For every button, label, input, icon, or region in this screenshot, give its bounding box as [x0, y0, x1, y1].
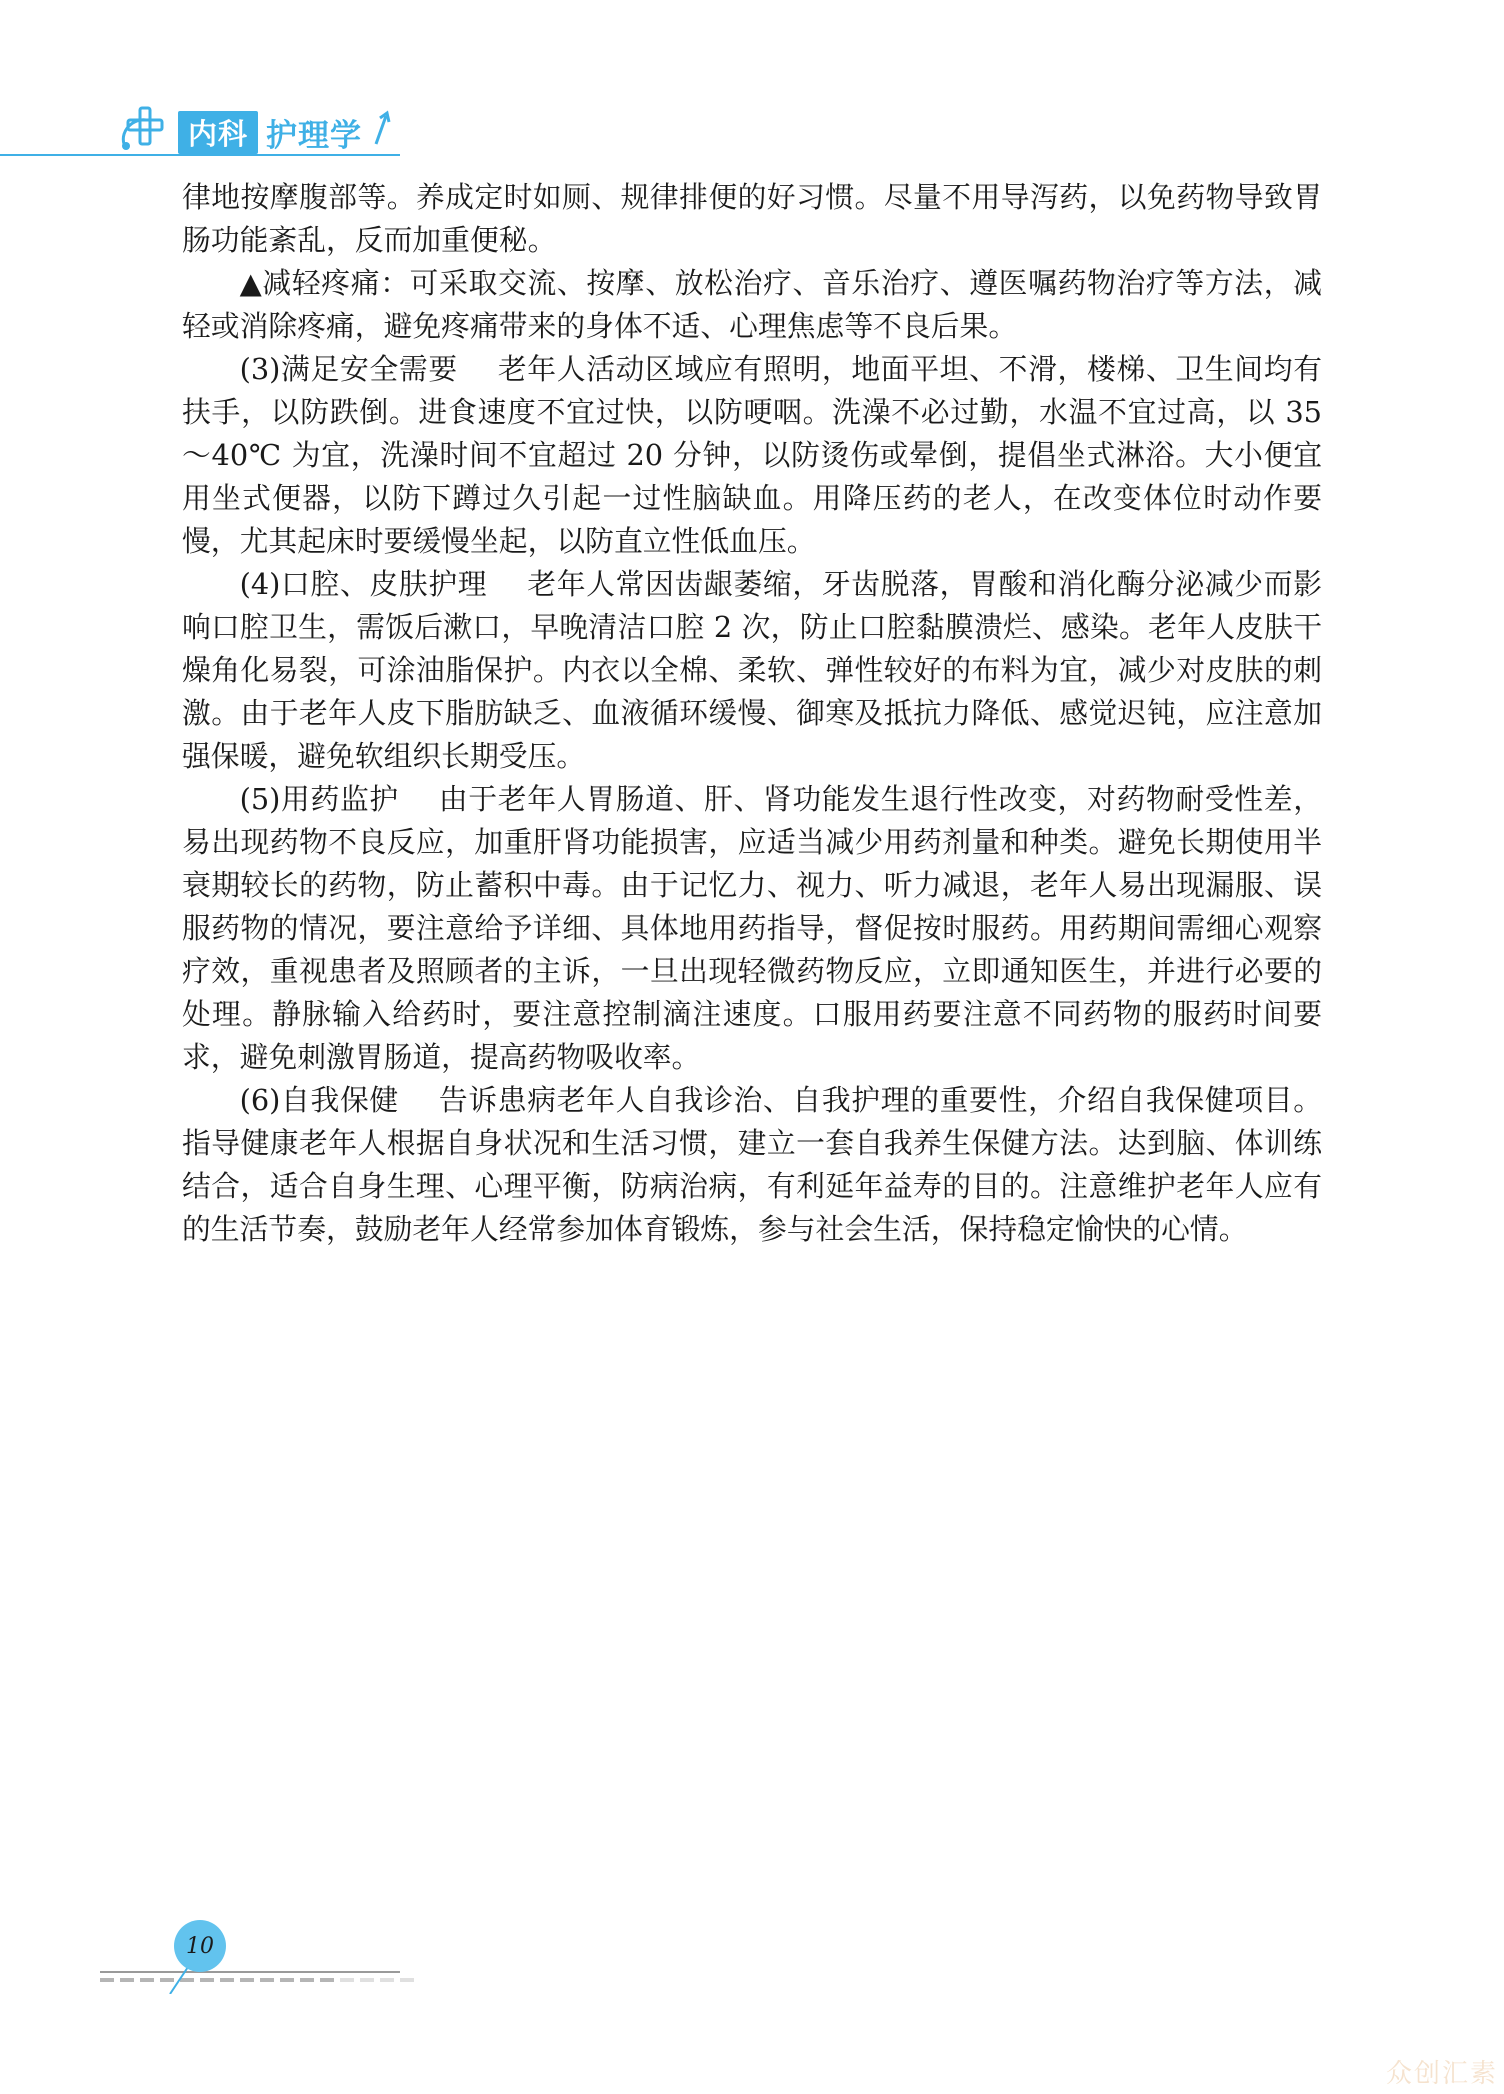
paragraph-heading: (3)满足安全需要: [239, 352, 458, 386]
header-divider: [0, 154, 400, 156]
paragraph-heading: (4)口腔、皮肤护理: [239, 567, 488, 601]
footer-decoration: [100, 1964, 420, 1994]
running-header: [0, 0, 1504, 160]
page-footer: [0, 1920, 600, 2010]
paragraph-medication: [182, 778, 1322, 1079]
arrow-up-icon: [372, 110, 394, 146]
paragraph-text: 告诉患病老年人自我诊治、自我护理的重要性，介绍自我保健项目。指导健康老年人根据自身状况和生活习惯，建立一套自我养生保健方法。达到脑、体训练结合，适合自身生理、心理平衡，防病治病，有利延年益寿的目的。注意维护老年人应有的生活节奏，鼓励老年人经常参加体育锻炼，参与社会生活，保持稳定愉快的心情。: [182, 1083, 1322, 1246]
paragraph-oral-skin-care: [182, 563, 1322, 778]
paragraph-text: 律地按摩腹部等。养成定时如厕、规律排便的好习惯。尽量不用导泻药，以免药物导致胃肠功能紊乱，反而加重便秘。: [182, 180, 1322, 257]
book-title-main: 内科: [178, 111, 258, 154]
book-title-sub: 护理学: [266, 117, 363, 154]
paragraph-heading: (6)自我保健: [239, 1083, 399, 1117]
page-number: 10: [174, 1920, 226, 1972]
body-text: [182, 176, 1322, 1251]
paragraph-safety: [182, 348, 1322, 563]
book-title: [178, 112, 362, 152]
paragraph-heading: (5)用药监护: [239, 782, 399, 816]
paragraph-text: 由于老年人胃肠道、肝、肾功能发生退行性改变，对药物耐受性差，易出现药物不良反应，加重肝肾功能损害，应适当减少用药剂量和种类。避免长期使用半衰期较长的药物，防止蓄积中毒。由于记忆力、视力、听力减退，老年人易出现漏服、误服药物的情况，要注意给予详细、具体地用药指导，督促按时服药。用药期间需细心观察疗效，重视患者及照顾者的主诉，一旦出现轻微药物反应，立即通知医生，并进行必要的处理。静脉输入给药时，要注意控制滴注速度。口服用药要注意不同药物的服药时间要求，避免刺激胃肠道，提高药物吸收率。: [182, 782, 1322, 1074]
paragraph-self-care: [182, 1079, 1322, 1251]
medical-cross-icon: [116, 100, 176, 160]
paragraph-continued: [182, 176, 1322, 262]
watermark: 众创汇素: [1385, 2059, 1498, 2089]
paragraph-text: 老年人活动区域应有照明，地面平坦、不滑，楼梯、卫生间均有扶手，以防跌倒。进食速度不宜过快，以防哽咽。洗澡不必过勤，水温不宜过高，以 35～40℃ 为宜，洗澡时间不宜超过 20 分钟，以防烫伤或晕倒，提倡坐式淋浴。大小便宜用坐式便器，以防下蹲过久引起一过性脑缺血。用降压药的老人，在改变体位时动作要慢，尤其起床时要缓慢坐起，以防直立性低血压。: [182, 352, 1322, 558]
paragraph-text: 老年人常因齿龈萎缩，牙齿脱落，胃酸和消化酶分泌减少而影响口腔卫生，需饭后漱口，早晚清洁口腔 2 次，防止口腔黏膜溃烂、感染。老年人皮肤干燥角化易裂，可涂油脂保护。内衣以全棉、柔软、弹性较好的布料为宜，减少对皮肤的刺激。由于老年人皮下脂肪缺乏、血液循环缓慢、御寒及抵抗力降低、感觉迟钝，应注意加强保暖，避免软组织长期受压。: [182, 567, 1322, 773]
paragraph-text: ▲减轻疼痛：可采取交流、按摩、放松治疗、音乐治疗、遵医嘱药物治疗等方法，减轻或消除疼痛，避免疼痛带来的身体不适、心理焦虑等不良后果。: [182, 266, 1322, 343]
paragraph-pain-relief: [182, 262, 1322, 348]
